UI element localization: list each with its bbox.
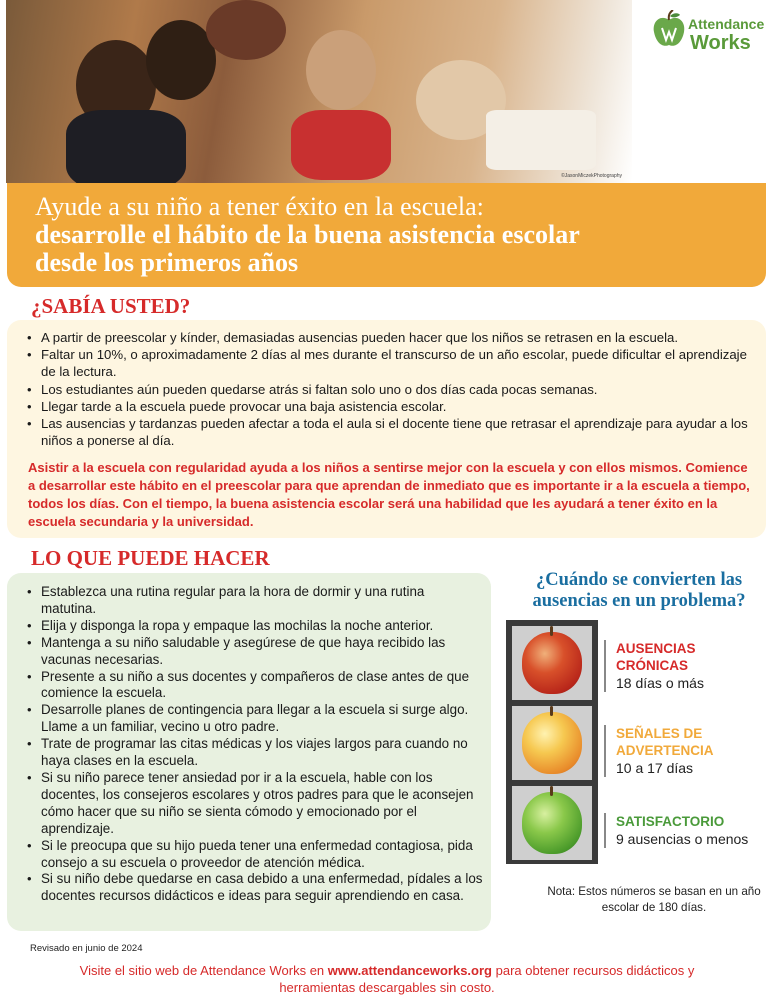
list-item: • A partir de preescolar y kínder, demasiadas ausencias pueden hacer que los niños se retrasen en la escuela. [23,329,753,346]
absence-note: Nota: Estos números se basan en un año escolar de 180 días. [547,885,761,914]
attendance-works-logo [652,6,765,56]
list-item: • Trate de programar las citas médicas y los viajes largos para cuando no haya clases en la escuela. [23,736,483,770]
list-item: • Establezca una rutina regular para la hora de dormir y una rutina matutina. [23,584,483,618]
apple-logo-icon [652,10,686,50]
photo-credit: ©JasonMiczekPhotography [561,173,622,179]
apple-cell-yellow [512,706,592,780]
absence-question-title: ¿Cuándo se convierten las ausencias en un problema? [532,570,746,611]
apple-stem [550,626,553,636]
apple-column [506,620,598,864]
list-item: • Desarrolle planes de contingencia para llegar a la escuela si surge algo. Llame a un familiar, vecino u otro padre. [23,702,483,736]
footer [40,962,734,996]
list-item: • Si le preocupa que su hijo pueda tener una enfermedad contagiosa, pida consejo a su escuela o proveedor de atención médica. [23,838,483,872]
list-item: • Llegar tarde a la escuela puede provocar una baja asistencia escolar. [23,398,753,415]
list-item: • Los estudiantes aún pueden quedarse atrás si faltan solo uno o dos días cada pocas semanas. [23,381,753,398]
apple-cell-green [512,786,592,860]
title-line3: desde los primeros años [35,248,299,277]
level-warning [604,725,774,777]
logo-text-line1: Attendance [688,16,765,32]
list-item: • Elija y disponga la ropa y empaque las mochilas la noche anterior. [23,618,483,635]
level-value: 18 días o más [616,675,704,691]
yellow-apple-icon [522,712,582,774]
did-you-know-box [7,320,766,538]
revised-date: Revisado en junio de 2024 [30,943,143,954]
level-chronic [604,640,774,692]
did-you-know-list [23,329,753,449]
website-link[interactable]: www.attendanceworks.org [327,963,492,978]
title-banner [7,183,766,287]
list-item: • Si su niño debe quedarse en casa debido a una enfermedad, pídales a los docentes recursos didácticos e ideas para seguir aprendiendo en casa. [23,871,483,905]
apple-stem [550,706,553,716]
list-item: • Si su niño parece tener ansiedad por ir a la escuela, hable con los docentes, los consejeros escolares y otros padres para que le aconsejen cómo hacer que su niño se sienta cómodo y emocionado por el aprendizaje. [23,770,483,838]
level-label: ADVERTENCIA [616,743,714,758]
did-you-know-heading: ¿SABÍA USTED? [31,294,191,318]
what-you-can-do-heading: LO QUE PUEDE HACER [31,546,270,570]
logo-text-line2: Works [690,32,751,54]
level-value: 9 ausencias o menos [616,831,749,847]
what-you-can-do-list [23,584,483,905]
header-photo [6,0,632,183]
apple-cell-red [512,626,592,700]
footer-text-after: para obtener recursos didácticos y herramientas descargables sin costo. [279,963,695,995]
did-you-know-callout: Asistir a la escuela con regularidad ayuda a los niños a sentirse mejor con la escuela y con ellos mismos. Comience a desarrollar este hábito en el preescolar para que aprendan de inmediato que es importante ir a la escuela a tiempo, todos los días. Con el tiempo, la buena asistencia escolar será una habilidad que les ayudará a tener éxito en la escuela secundaria y la universidad. [28,460,750,529]
level-label: SATISFACTORIO [616,814,725,829]
green-apple-icon [522,792,582,854]
level-value: 10 a 17 días [616,760,694,776]
level-label: SEÑALES DE [616,726,703,741]
level-label: CRÓNICAS [616,658,689,673]
footer-text-before: Visite el sitio web de Attendance Works en [79,963,328,978]
title-line2: desarrolle el hábito de la buena asistencia escolar [35,220,580,249]
title-line1: Ayude a su niño a tener éxito en la escuela: [35,192,484,221]
list-item: • Faltar un 10%, o aproximadamente 2 días al mes durante el transcurso de un año escolar, puede dificultar el aprendizaje de la lectura. [23,346,753,380]
red-apple-icon [522,632,582,694]
what-you-can-do-box [7,573,491,931]
list-item: • Presente a su niño a sus docentes y compañeros de clase antes de que comience la escuela. [23,669,483,703]
level-label: AUSENCIAS [616,641,696,656]
level-satisfactory [604,813,774,848]
list-item: • Mantenga a su niño saludable y asegúrese de que haya recibido las vacunas necesarias. [23,635,483,669]
apple-stem [550,786,553,796]
list-item: • Las ausencias y tardanzas pueden afectar a toda el aula si el docente tiene que retrasar el aprendizaje para ayudar a los niños a ponerse al día. [23,415,753,449]
